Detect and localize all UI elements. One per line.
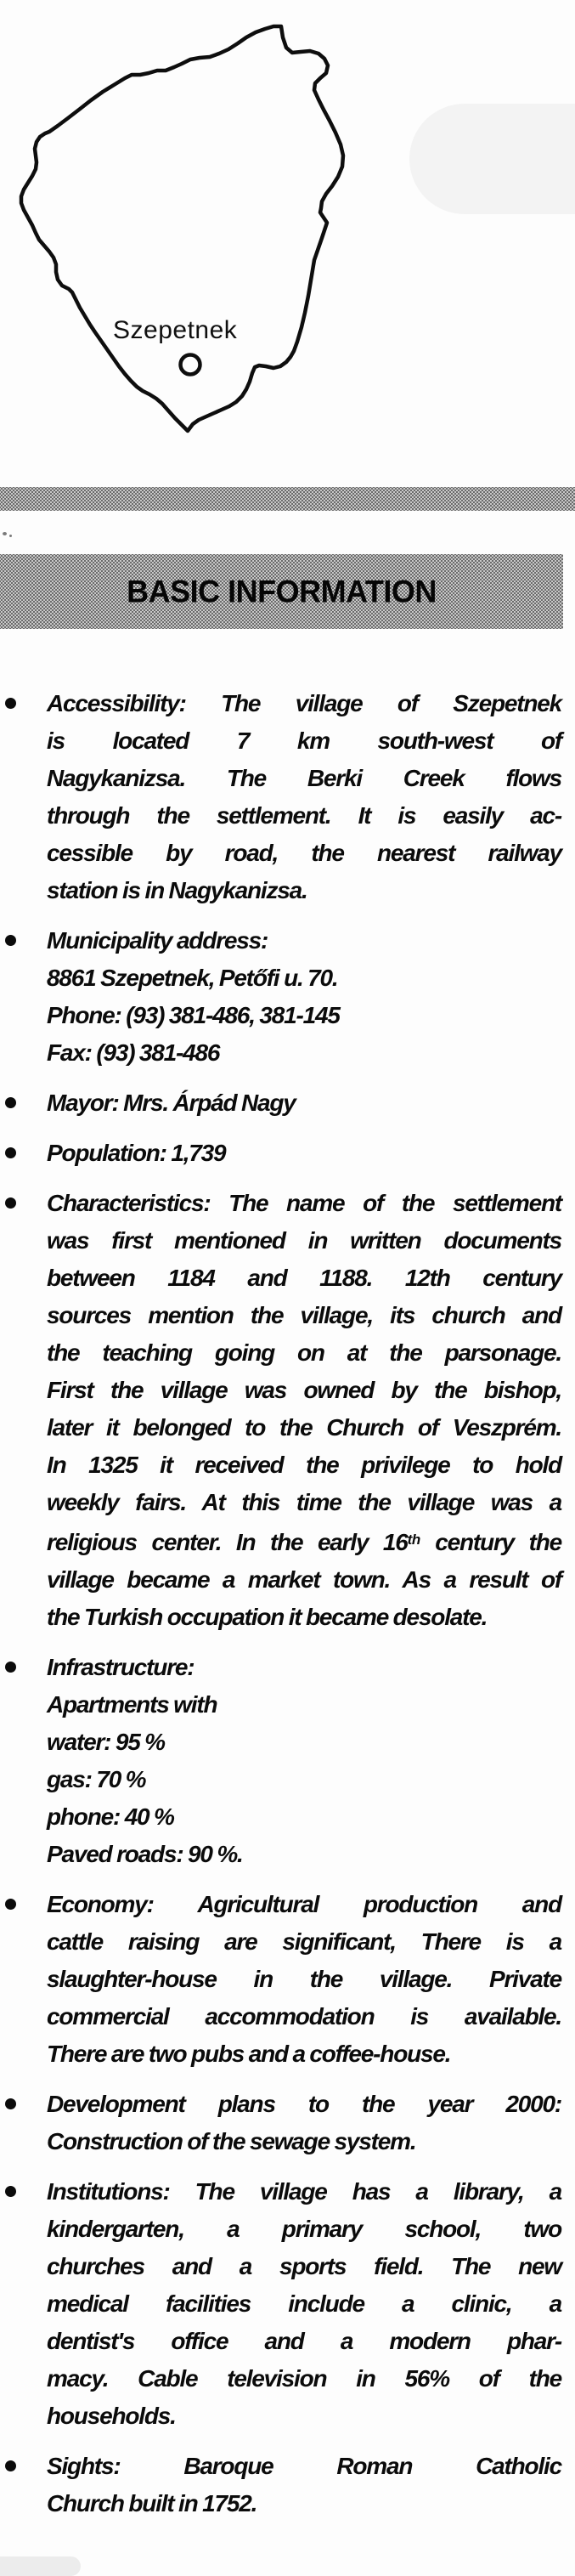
text-line: Fax: (93) 381-486: [47, 1039, 220, 1066]
bullet-dot-icon: [5, 698, 16, 709]
bullet-dot-icon: [5, 1097, 16, 1108]
text-line: Church built in 1752.: [47, 2490, 257, 2517]
text-line: churches and a sports field. The new: [47, 2253, 561, 2279]
bullet-dot-icon: [5, 2186, 16, 2197]
text-line: the teaching going on at the parsonage.: [47, 1339, 561, 1366]
text-line: slaughter-house in the village. Private: [47, 1966, 561, 1992]
text-line: Sights: Baroque Roman Catholic: [47, 2453, 561, 2479]
map-outline-svg: [0, 0, 575, 476]
scan-smudge: [0, 2556, 81, 2576]
bullet-dot-icon: [5, 1147, 16, 1158]
text-line: Development plans to the year 2000:: [47, 2091, 561, 2117]
bullet-dot-icon: [5, 935, 16, 946]
text-line: gas: 70 %: [47, 1766, 146, 1792]
bullet-item: [0, 2086, 575, 2160]
text-line: households.: [47, 2403, 176, 2429]
bullet-dot-icon: [5, 1197, 16, 1209]
text-line: Accessibility: The village of Szepetnek: [47, 690, 561, 716]
bullet-item: [0, 2173, 575, 2435]
text-line: Construction of the sewage system.: [47, 2128, 416, 2154]
bullet-item: [0, 1084, 575, 1122]
scan-speck: [9, 535, 12, 537]
superscript-text: th: [407, 1531, 420, 1548]
text-line: through the settlement. It is easily ac-: [47, 802, 561, 829]
text-line: Economy: Agricultural production and: [47, 1891, 561, 1917]
text-line: sources mention the village, its church and: [47, 1302, 561, 1328]
text-line: phone: 40 %: [47, 1803, 174, 1830]
text-line: macy. Cable television in 56% of the: [47, 2365, 561, 2392]
text-line: cessible by road, the nearest railway: [47, 840, 561, 866]
section-header-band: [0, 554, 563, 629]
text-segment: religious center. In the early 16: [47, 1529, 408, 1555]
divider-bar: [0, 487, 575, 511]
text-line: later it belonged to the Church of Veszprém.: [47, 1414, 561, 1441]
text-line: In 1325 it received the privilege to hold: [47, 1452, 561, 1478]
text-segment: century the: [420, 1529, 561, 1555]
village-marker: [181, 355, 200, 375]
text-line: Institutions: The village has a library, a: [47, 2178, 561, 2205]
text-line: First the village was owned by the bishop,: [47, 1377, 561, 1403]
bullet-item: [0, 1135, 575, 1172]
text-line: was first mentioned in written documents: [47, 1227, 561, 1254]
scan-speck: [3, 532, 7, 535]
text-line: There are two pubs and a coffee-house.: [47, 2041, 451, 2067]
text-line: Mayor: Mrs. Árpád Nagy: [47, 1090, 296, 1116]
text-line: 8861 Szepetnek, Petőfi u. 70.: [47, 965, 338, 991]
bullet-item: [0, 685, 575, 909]
bullet-dot-icon: [5, 1662, 16, 1673]
bullet-list: [0, 685, 575, 2535]
text-line: water: 95 %: [47, 1729, 165, 1755]
text-line: cattle raising are significant, There is a: [47, 1928, 561, 1955]
bullet-dot-icon: [5, 1899, 16, 1910]
bullet-item: [0, 1185, 575, 1636]
text-line: Apartments with: [47, 1691, 217, 1718]
bullet-item: [0, 922, 575, 1072]
text-line: Phone: (93) 381-486, 381-145: [47, 1002, 340, 1028]
map-label: Szepetnek: [113, 316, 238, 344]
bullet-item: [0, 1886, 575, 2073]
text-line: between 1184 and 1188. 12th century: [47, 1265, 561, 1291]
text-line: Nagykanizsa. The Berki Creek flows: [47, 765, 561, 791]
text-line: kindergarten, a primary school, two: [47, 2216, 561, 2242]
text-line: is located 7 km south-west of: [47, 728, 561, 754]
text-line: Population: 1,739: [47, 1140, 226, 1166]
text-line: [47, 1521, 561, 1561]
bullet-item: [0, 1649, 575, 1873]
text-line: village became a market town. As a result of: [47, 1566, 561, 1593]
bullet-item: [0, 2448, 575, 2522]
section-title: BASIC INFORMATION: [127, 573, 437, 609]
bullet-dot-icon: [5, 2460, 16, 2471]
text-line: Municipality address:: [47, 927, 268, 954]
text-line: dentist's office and a modern phar-: [47, 2328, 561, 2354]
text-line: Paved roads: 90 %.: [47, 1841, 243, 1867]
scan-artifact-blob: [409, 104, 575, 214]
text-line: Infrastructure:: [47, 1654, 194, 1680]
bullet-dot-icon: [5, 2098, 16, 2109]
text-line: Characteristics: The name of the settlement: [47, 1190, 561, 1216]
text-line: medical facilities include a clinic, a: [47, 2290, 561, 2317]
text-line: commercial accommodation is available.: [47, 2003, 561, 2030]
text-line: station is in Nagykanizsa.: [47, 877, 307, 903]
text-line: the Turkish occupation it became desolate.: [47, 1604, 488, 1630]
text-line: weekly fairs. At this time the village was a: [47, 1489, 561, 1515]
